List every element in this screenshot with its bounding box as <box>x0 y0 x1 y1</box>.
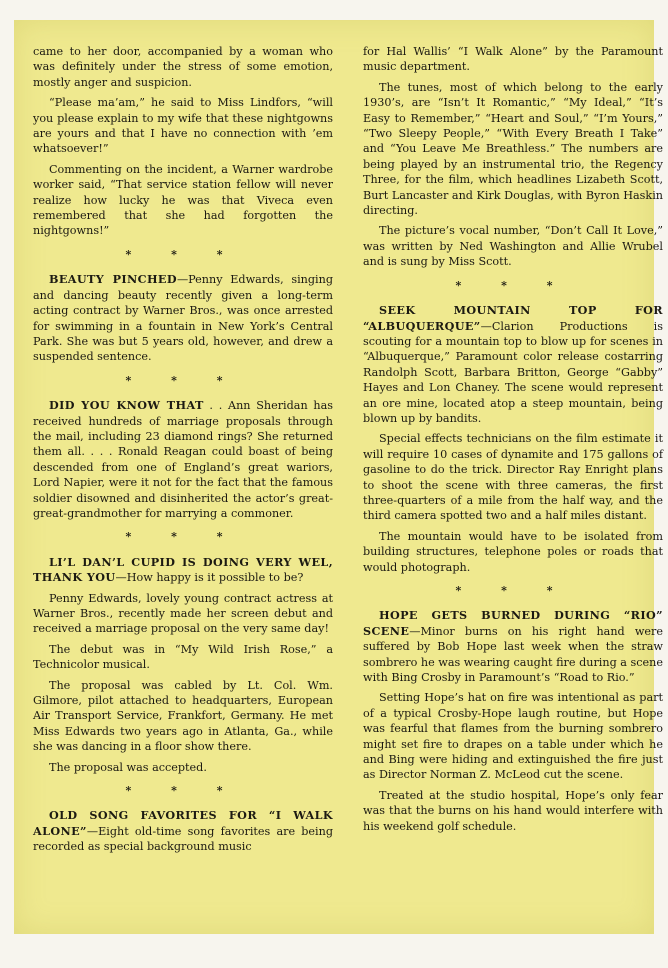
item-body: —Minor burns on his right hand were suffered by Bob Hope last week when the straw sombrero he was wearing caught fire during a scene with Bing Crosby in Paramount’s “Road to Rio.” <box>363 624 663 685</box>
news-item-did-you-know <box>33 398 333 521</box>
section-separator: * * * <box>125 247 241 261</box>
item-body: . . Ann Sheridan has received hundreds of marriage proposals through the mail, including 23 diamond rings? She returned them all. . . . Ronald Reagan could boast of being descended from one of England’s great wariors, Lord Napier, were it not for the fact that the famous soldier disowned and disinherited the actor’s great-great-grandmother for marrying a commoner. <box>33 399 334 520</box>
newsprint-panel <box>14 20 663 934</box>
paragraph: The mountain would have to be isolated from building structures, telephone poles or roads that would photograph. <box>363 529 663 574</box>
left-column <box>33 44 333 860</box>
section-separator: * * * <box>125 784 241 798</box>
paragraph: Treated at the studio hospital, Hope’s only fear was that the burns on his hand would interfere with his weekend golf schedule. <box>363 788 663 833</box>
news-item-beauty-pinched <box>33 272 333 364</box>
news-item-cupid <box>33 555 333 586</box>
item-headline: DID YOU KNOW THAT <box>49 398 204 413</box>
paragraph: The proposal was accepted. <box>49 760 207 774</box>
paragraph: The picture’s vocal number, “Don’t Call It Love,” was written by Ned Washington and Allie Wrubel and is sung by Miss Scott. <box>363 224 663 269</box>
paragraph: Commenting on the incident, a Warner wardrobe worker said, “That service station fellow will never realize how lucky he was that Viveca even remembered that she had forgotten the nightgowns!” <box>33 162 333 238</box>
item-body: —Eight old-time song favorites are being recorded as special background music <box>33 824 333 854</box>
section-separator: * * * <box>455 584 571 597</box>
item-headline: HOPE GETS BURNED DURING “RIO” SCENE <box>363 608 663 638</box>
paragraph: Special effects technicians on the film estimate it will require 10 cases of dynamite and 175 gallons of gasoline to do the trick. Director Ray Enright plans to shoot the scene with three cameras, the first three-quarters of a mile from the half way, and the third camera spotted two and a half miles distant. <box>363 432 663 523</box>
paragraph: Setting Hope’s hat on fire was intentional as part of a typical Crosby-Hope laugh routine, but Hope was fearful that flames from the burning sombrero might set fire to drapes on a table under which he and Bing were hiding and extinguished the fire just as Director Norman Z. McLeod cut the scene. <box>363 691 663 782</box>
item-headline: LI’L DAN’L CUPID IS DOING VERY WEL, THANK YOU <box>33 554 333 585</box>
paragraph: The tunes, most of which belong to the early 1930’s, are “Isn’t It Romantic,” “My Ideal,” “It’s Easy to Remember,” “Heart and Soul,” “I’m Yours,” “Two Sleepy People,” “With Every Breath I Take” and “You Leave Me Breathless.” The numbers are being played by an instrumental trio, the Regency Three, for the film, which headlines Lizabeth Scott, Burt Lancaster and Kirk Douglas, with Byron Haskin directing. <box>363 80 663 218</box>
news-item-old-songs <box>33 808 333 854</box>
news-item-hope-burned <box>363 608 663 685</box>
paragraph: for Hal Wallis’ “I Walk Alone” by the Paramount music department. <box>363 45 663 74</box>
paragraph: “Please ma’am,” he said to Miss Lindfors, “will you please explain to my wife that these nightgowns are yours and that I have no connection with ’em whatsoever!” <box>33 96 333 156</box>
section-separator: * * * <box>455 278 571 292</box>
item-body: —Penny Edwards, singing and dancing beauty recently given a long-term acting contract by Warner Bros., was once arrested for swimming in a fountain in New York’s Central Park. She was but 5 years old, however, and drew a suspended sentence. <box>33 273 333 364</box>
paragraph: The debut was in “My Wild Irish Rose,” a Technicolor musical. <box>33 642 333 672</box>
item-body: —How happy is it possible to be? <box>115 571 304 585</box>
paragraph: came to her door, accompanied by a woman who was definitely under the stress of some emotion, mostly anger and suspicion. <box>33 45 333 89</box>
news-item-seek-mountain <box>363 303 663 426</box>
paragraph: The proposal was cabled by Lt. Col. Wm. Gilmore, pilot attached to headquarters, European Air Transport Service, Frankfort, Germany. He met Miss Edwards two years ago in Atlanta, Ga., while she was dancing in a floor show there. <box>33 678 333 754</box>
item-headline: OLD SONG FAVORITES FOR “I WALK ALONE” <box>33 808 333 838</box>
item-headline: BEAUTY PINCHED <box>49 272 177 287</box>
item-body: —Clarion Productions is scouting for a mountain top to blow up for scenes in “Albuquerque,” Paramount color release costarring Randolph Scott, Barbara Britton, George “Gabby” Hayes and Lon Chaney. The scene would represent an ore mine, located atop a steep mountain, being blown up by bandits. <box>363 319 663 425</box>
section-separator: * * * <box>125 373 241 387</box>
right-column <box>363 44 663 839</box>
item-headline: SEEK MOUNTAIN TOP FOR “ALBUQUERQUE” <box>363 303 663 333</box>
section-separator: * * * <box>125 530 241 544</box>
paragraph: Penny Edwards, lovely young contract actress at Warner Bros., recently made her screen debut and received a marriage proposal on the very same day! <box>33 591 333 636</box>
